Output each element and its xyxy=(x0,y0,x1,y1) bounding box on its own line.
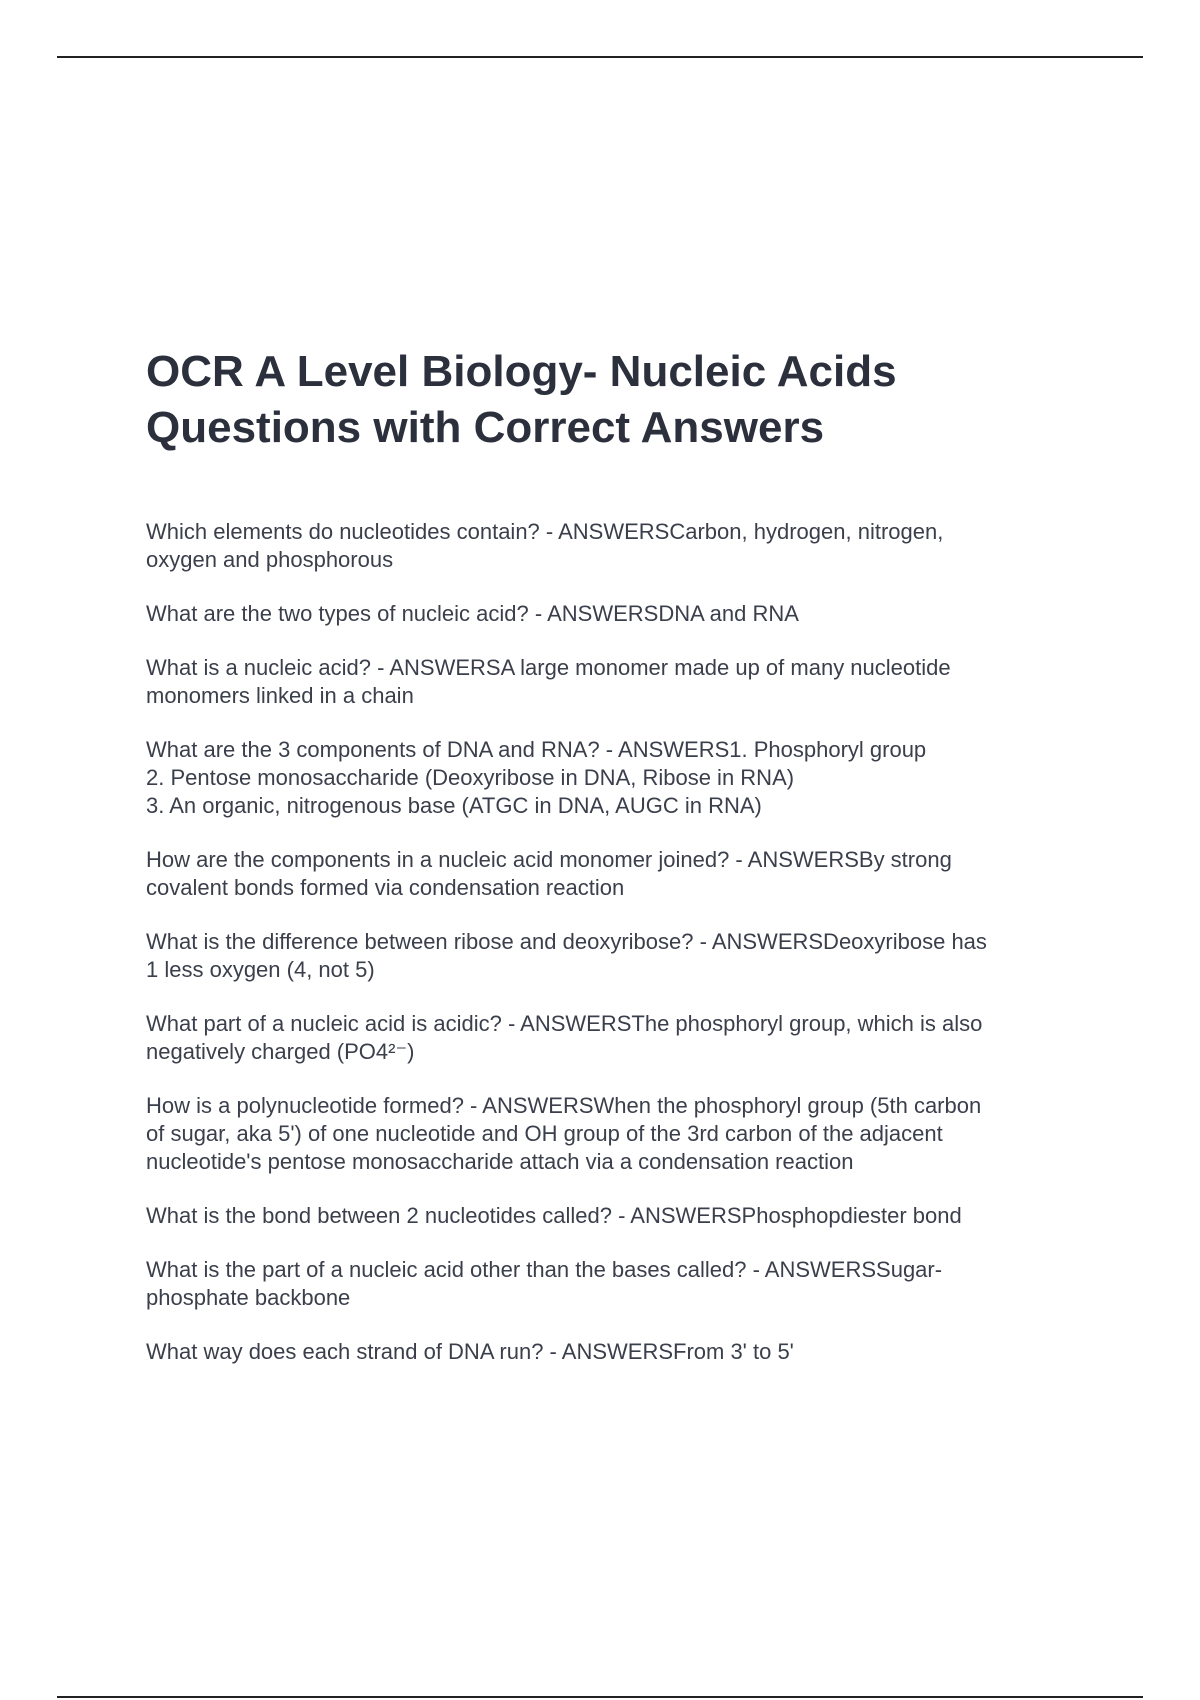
document-title xyxy=(146,344,1086,456)
qa-line: What is a nucleic acid? - ANSWERSA large monomer made up of many nucleotide xyxy=(146,655,951,680)
qa-item xyxy=(146,654,1086,710)
qa-line: What are the 3 components of DNA and RNA? - ANSWERS1. Phosphoryl group xyxy=(146,737,927,762)
qa-line: How is a polynucleotide formed? - ANSWERSWhen the phosphoryl group (5th carbon xyxy=(146,1093,982,1118)
qa-line: Which elements do nucleotides contain? - ANSWERSCarbon, hydrogen, nitrogen, xyxy=(146,519,944,544)
qa-line: What way does each strand of DNA run? - ANSWERSFrom 3' to 5' xyxy=(146,1339,794,1364)
qa-line: covalent bonds formed via condensation reaction xyxy=(146,875,625,900)
qa-line: 3. An organic, nitrogenous base (ATGC in DNA, AUGC in RNA) xyxy=(146,793,762,818)
qa-line: negatively charged (PO4²⁻) xyxy=(146,1039,415,1064)
qa-item xyxy=(146,928,1086,984)
qa-line: What is the part of a nucleic acid other than the bases called? - ANSWERSSugar- xyxy=(146,1257,943,1282)
qa-line: What are the two types of nucleic acid? - ANSWERSDNA and RNA xyxy=(146,601,799,626)
qa-item xyxy=(146,846,1086,902)
title-line-2: Questions with Correct Answers xyxy=(146,403,825,452)
qa-line: 2. Pentose monosaccharide (Deoxyribose in DNA, Ribose in RNA) xyxy=(146,765,795,790)
qa-item xyxy=(146,1092,1086,1176)
bottom-rule xyxy=(57,1696,1143,1698)
qa-item xyxy=(146,736,1086,820)
qa-item xyxy=(146,518,1086,574)
document-body xyxy=(146,344,1086,1392)
qa-line: What is the difference between ribose and deoxyribose? - ANSWERSDeoxyribose has xyxy=(146,929,987,954)
qa-item xyxy=(146,1202,1086,1230)
qa-line: of sugar, aka 5') of one nucleotide and OH group of the 3rd carbon of the adjacent xyxy=(146,1121,943,1146)
qa-item xyxy=(146,1338,1086,1366)
qa-line: phosphate backbone xyxy=(146,1285,351,1310)
title-line-1: OCR A Level Biology- Nucleic Acids xyxy=(146,347,897,396)
qa-line: What is the bond between 2 nucleotides called? - ANSWERSPhosphopdiester bond xyxy=(146,1203,962,1228)
qa-line: What part of a nucleic acid is acidic? - ANSWERSThe phosphoryl group, which is also xyxy=(146,1011,983,1036)
qa-line: nucleotide's pentose monosaccharide attach via a condensation reaction xyxy=(146,1149,854,1174)
qa-line: oxygen and phosphorous xyxy=(146,547,394,572)
qa-item xyxy=(146,1010,1086,1066)
qa-line: 1 less oxygen (4, not 5) xyxy=(146,957,375,982)
qa-item xyxy=(146,1256,1086,1312)
top-rule xyxy=(57,56,1143,58)
qa-list xyxy=(146,518,1086,1366)
qa-line: How are the components in a nucleic acid monomer joined? - ANSWERSBy strong xyxy=(146,847,952,872)
qa-line: monomers linked in a chain xyxy=(146,683,414,708)
qa-item xyxy=(146,600,1086,628)
